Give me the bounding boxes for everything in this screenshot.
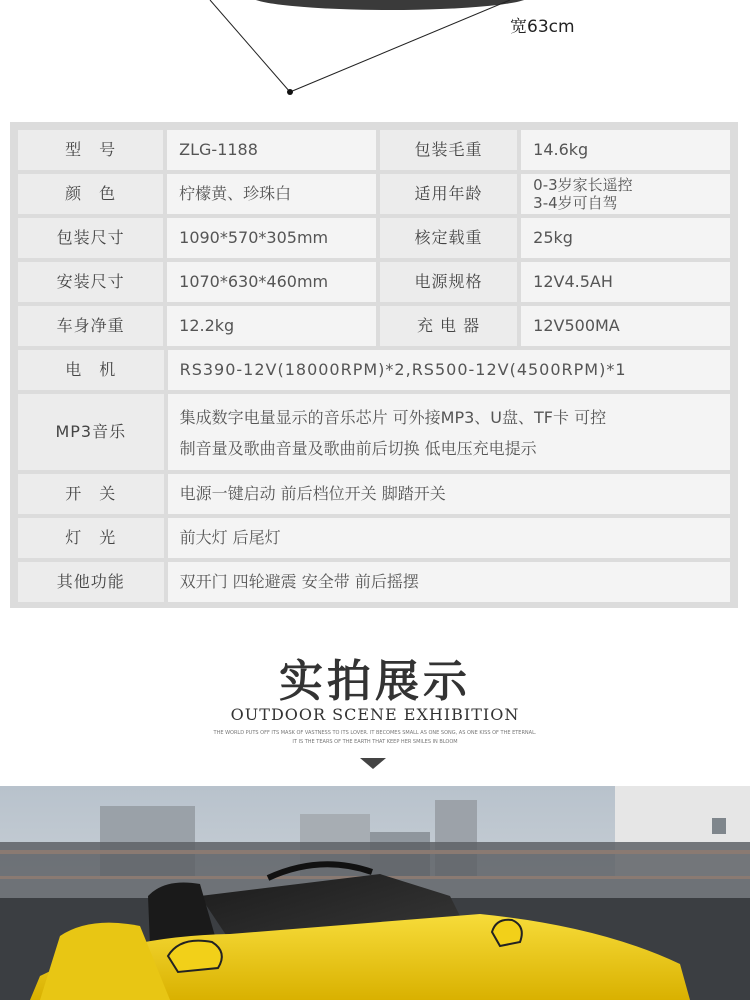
spec-value: 1090*570*305mm [167,218,376,258]
spec-label: 核定载重 [380,218,517,258]
spec-label: 开 关 [18,474,164,514]
spec-label: 充 电 器 [380,306,517,346]
spec-row [18,518,730,558]
spec-value: 12V4.5AH [521,262,730,302]
spec-value: 柠檬黄、珍珠白 [167,174,376,214]
spec-value-line: 3-4岁可自驾 [533,194,618,212]
spec-value: ZLG-1188 [167,130,376,170]
section-subtitle: OUTDOOR SCENE EXHIBITION [230,705,520,724]
spec-label: 其他功能 [18,562,164,602]
building-window [712,818,726,834]
spec-value: RS390-12V(18000RPM)*2,RS500-12V(4500RPM)*1 [168,350,730,390]
spec-row [18,474,730,514]
spec-row [18,262,730,302]
spec-value-line: 制音量及歌曲音量及歌曲前后切换 低电压充电提示 [179,439,537,458]
spec-value-line: 0-3岁家长遥控 [533,176,633,194]
spec-row [18,394,730,470]
dimension-line-left [210,0,290,92]
spec-label: 型 号 [18,130,163,170]
spec-table [10,122,738,608]
spec-label: 车身净重 [18,306,163,346]
dimension-point [287,89,293,95]
spec-label: 包装尺寸 [18,218,163,258]
dimension-line-right [290,0,510,92]
spec-value: 25kg [521,218,730,258]
spec-label: 电源规格 [380,262,517,302]
spec-label: 安装尺寸 [18,262,163,302]
spec-label: 包装毛重 [380,130,517,170]
outdoor-car-photo [0,786,750,1000]
spec-value: 14.6kg [521,130,730,170]
spec-value [168,394,730,470]
spec-label: 电 机 [18,350,164,390]
spec-value: 1070*630*460mm [167,262,376,302]
spec-label: MP3音乐 [18,394,164,470]
spec-row [18,174,730,214]
fence-rail [0,850,750,854]
spec-row [18,350,730,390]
spec-row [18,130,730,170]
car-underside-shadow [250,0,530,10]
spec-value-line: 集成数字电量显示的音乐芯片 可外接MP3、U盘、TF卡 可控 [179,408,607,427]
section-tagline: IT IS THE TEARS OF THE EARTH THAT KEEP HER SMILES IN BLOOM [292,739,458,745]
section-title: 实拍展示 [279,656,471,707]
section-tagline: THE WORLD PUTS OFF ITS MASK OF VASTNESS TO ITS LOVER. IT BECOMES SMALL AS ONE SONG, AS ONE KISS OF THE ETERNAL. [213,730,537,736]
spec-value: 电源一键启动 前后档位开关 脚踏开关 [168,474,730,514]
spec-value: 前大灯 后尾灯 [168,518,730,558]
spec-value [521,174,730,214]
width-dimension-label: 宽63cm [510,17,575,37]
arrow-down-icon [360,758,386,769]
spec-label: 灯 光 [18,518,164,558]
spec-label: 颜 色 [18,174,163,214]
spec-value: 12V500MA [521,306,730,346]
spec-row [18,562,730,602]
spec-value: 12.2kg [167,306,376,346]
spec-label: 适用年龄 [380,174,517,214]
dimension-diagram [0,0,750,120]
spec-row [18,218,730,258]
spec-value: 双开门 四轮避震 安全带 前后摇摆 [168,562,730,602]
spec-row [18,306,730,346]
